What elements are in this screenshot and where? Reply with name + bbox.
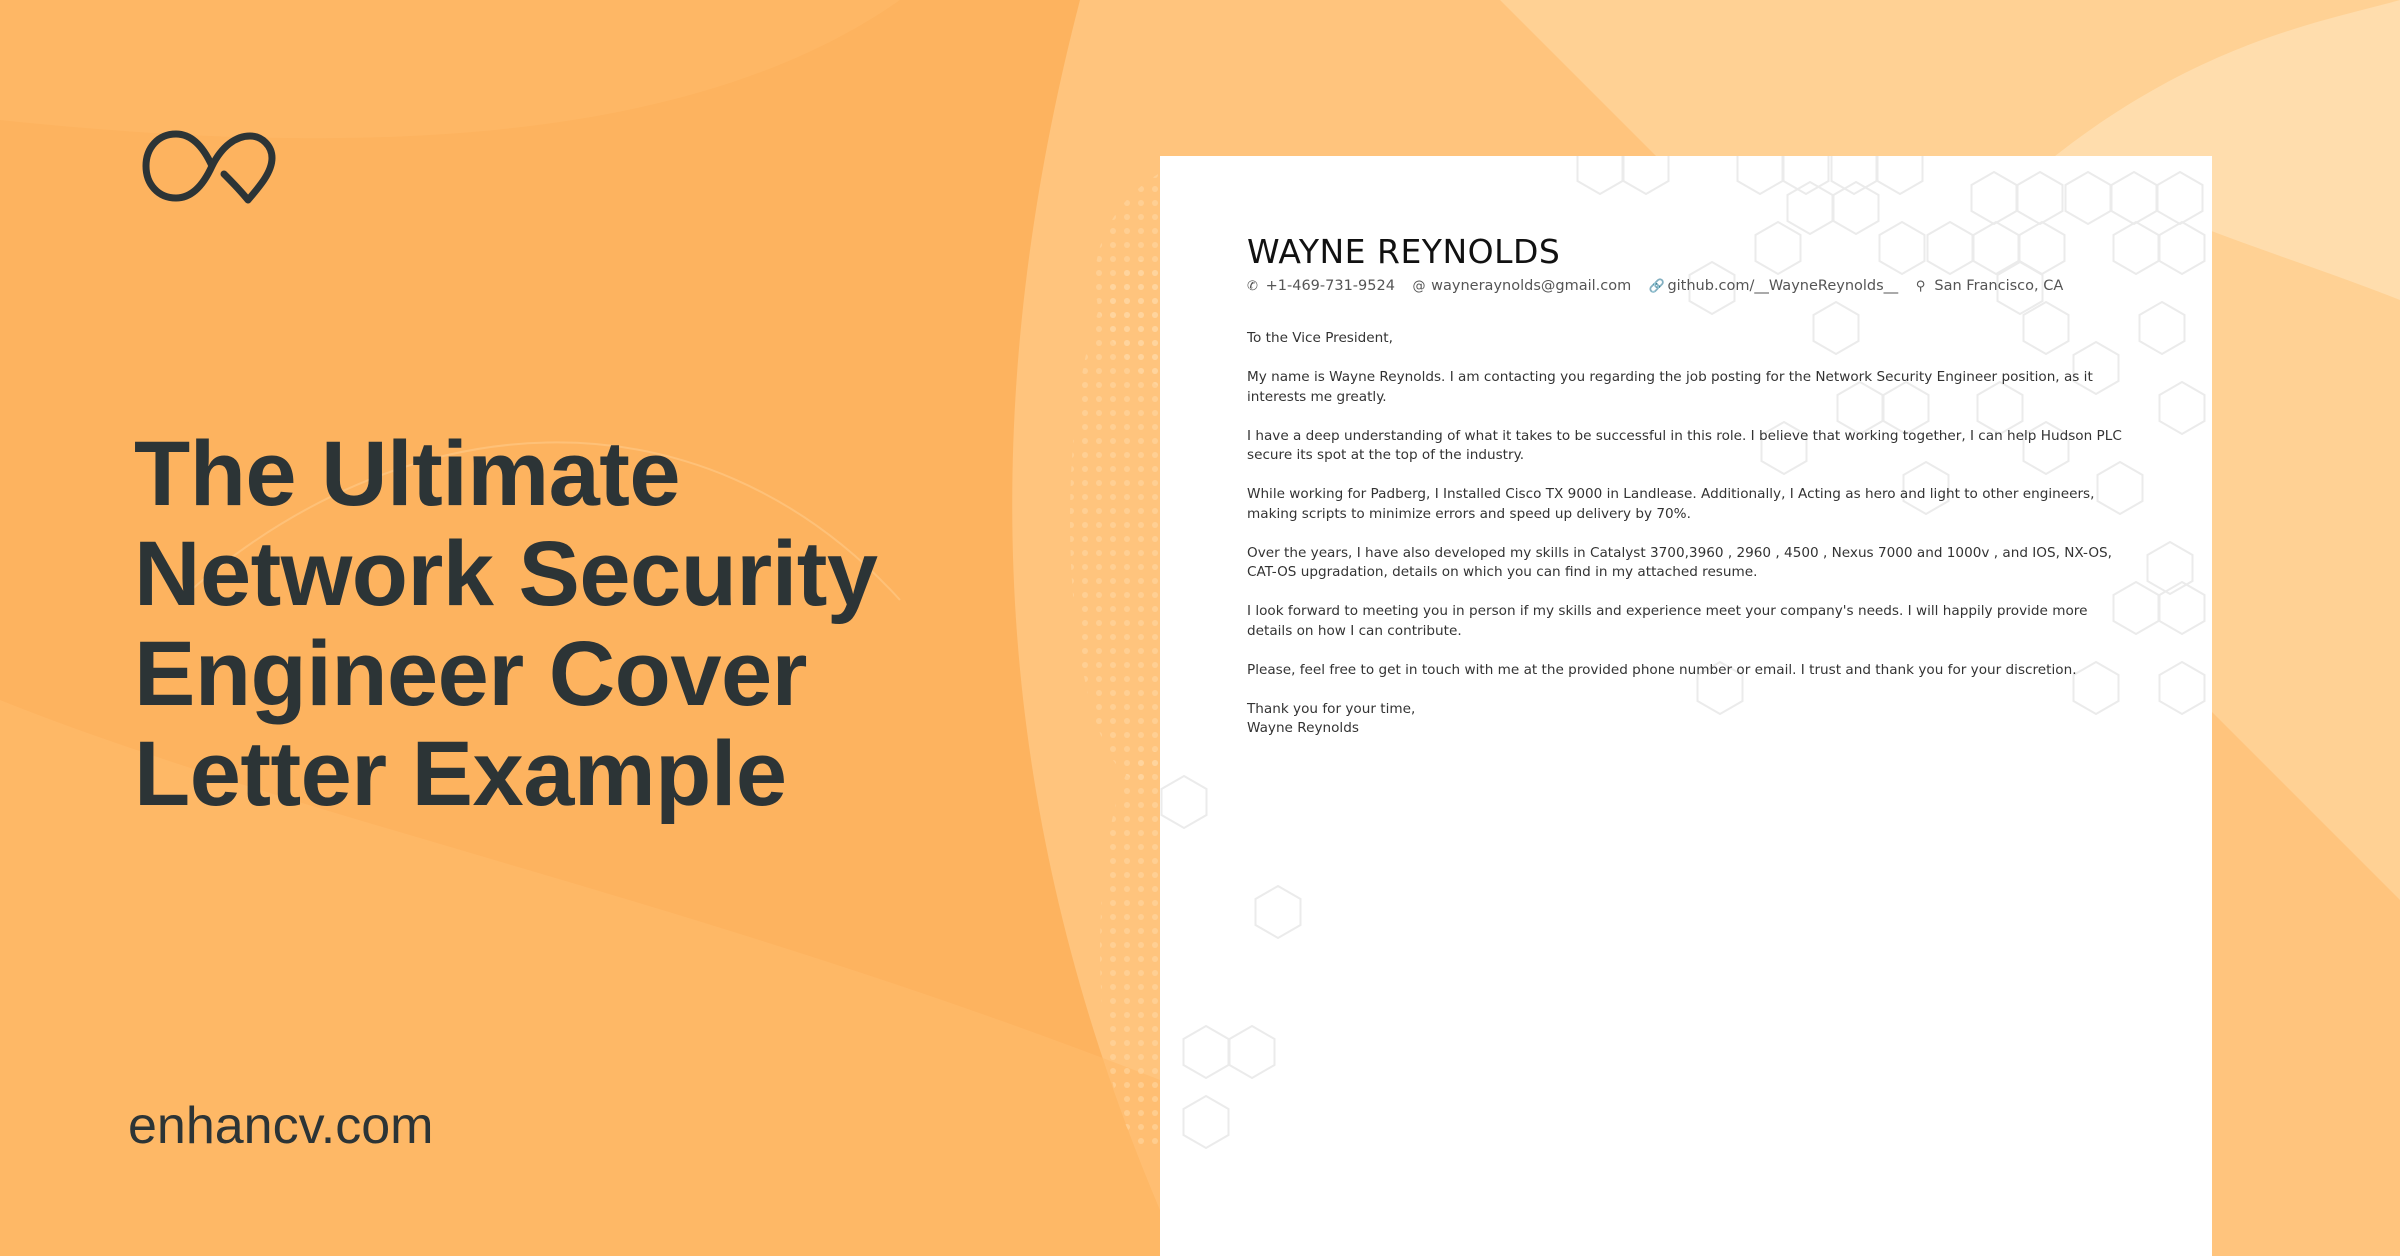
hexagon-shape <box>1834 182 1879 234</box>
hexagon-shape <box>1832 156 1877 194</box>
page-headline <box>134 424 1034 824</box>
hexagon-shape <box>2160 582 2205 634</box>
hexagon-shape <box>1230 1026 1275 1078</box>
contact-github-text: github.com/__WayneReynolds__ <box>1667 278 1899 294</box>
hexagon-shape <box>1184 1026 1229 1078</box>
enhancv-logo-icon[interactable] <box>138 124 298 208</box>
hexagon-shape <box>2160 662 2205 714</box>
contact-phone[interactable] <box>1247 278 1395 294</box>
hexagon-shape <box>1162 776 1207 828</box>
letter-signature: Wayne Reynolds <box>1247 720 1359 736</box>
hexagon-shape <box>2112 172 2157 224</box>
contact-row <box>1247 278 2076 294</box>
hexagon-shape <box>1578 156 1623 194</box>
headline-line: Letter Example <box>134 723 787 825</box>
hexagon-shape <box>2066 172 2111 224</box>
hexagon-shape <box>2158 172 2203 224</box>
letter-paragraph: While working for Padberg, I Installed Cisco TX 9000 in Landlease. Additionally, I Acting as hero and light to other engineers, making scripts to minimize errors and speed up delivery by 70%. <box>1247 486 2095 522</box>
hexagon-shape <box>1738 156 1783 194</box>
hexagon-shape <box>2018 172 2063 224</box>
contact-email[interactable] <box>1413 278 1632 294</box>
link-icon: 🔗 <box>1648 279 1666 294</box>
contact-github[interactable] <box>1649 278 1898 294</box>
contact-location-text: San Francisco, CA <box>1934 278 2064 294</box>
letter-paragraph: Over the years, I have also developed my skills in Catalyst 3700,3960 , 2960 , 4500 , Nexus 7000 and 1000v , and IOS, NX-OS, CAT-OS upgradation, details on which you can find in my attached resume. <box>1247 544 2112 580</box>
letter-paragraph: To the Vice President, <box>1247 330 1393 346</box>
hexagon-shape <box>1256 886 1301 938</box>
hexagon-shape <box>1624 156 1669 194</box>
hexagon-shape <box>1878 156 1923 194</box>
contact-email-text: wayneraynolds@gmail.com <box>1431 278 1632 294</box>
contact-phone-text: +1-469-731-9524 <box>1265 278 1395 294</box>
hexagon-shape <box>1880 222 1925 274</box>
phone-icon: ✆ <box>1247 279 1258 294</box>
cover-letter-document <box>1160 156 2212 1256</box>
hexagon-shape <box>1972 172 2017 224</box>
letter-closing-block <box>1247 700 2137 739</box>
applicant-name: WAYNE REYNOLDS <box>1247 232 1561 271</box>
hexagon-shape <box>2114 222 2159 274</box>
headline-line: Network Security <box>134 523 878 625</box>
letter-body <box>1247 329 2137 739</box>
headline-line: The Ultimate <box>134 423 681 525</box>
letter-closing: Thank you for your time, <box>1247 700 1416 717</box>
headline-line: Engineer Cover <box>134 623 807 725</box>
hexagon-shape <box>1184 1096 1229 1148</box>
hexagon-shape <box>2160 382 2205 434</box>
letter-paragraph: I have a deep understanding of what it takes to be successful in this role. I believe that working together, I can help Hudson PLC secure its spot at the top of the industry. <box>1247 427 2122 463</box>
hexagon-shape <box>1928 222 1973 274</box>
hexagon-shape <box>2160 222 2205 274</box>
letter-paragraph: I look forward to meeting you in person if my skills and experience meet your company's needs. I will happily provide more details on how I can contribute. <box>1247 603 2088 639</box>
hexagon-shape <box>1788 182 1833 234</box>
hexagon-shape <box>1756 222 1801 274</box>
letter-paragraph: Please, feel free to get in touch with me at the provided phone number or email. I trust and thank you for your discretion. <box>1247 661 2077 678</box>
location-pin-icon: ⚲ <box>1915 279 1926 294</box>
hexagon-shape <box>2140 302 2185 354</box>
site-link[interactable]: enhancv.com <box>128 1097 434 1155</box>
contact-location <box>1916 278 2063 294</box>
letter-paragraph: My name is Wayne Reynolds. I am contacting you regarding the job posting for the Network Security Engineer position, as it interests me greatly. <box>1247 369 2093 405</box>
hexagon-shape <box>2148 542 2193 594</box>
at-icon: @ <box>1412 279 1426 294</box>
